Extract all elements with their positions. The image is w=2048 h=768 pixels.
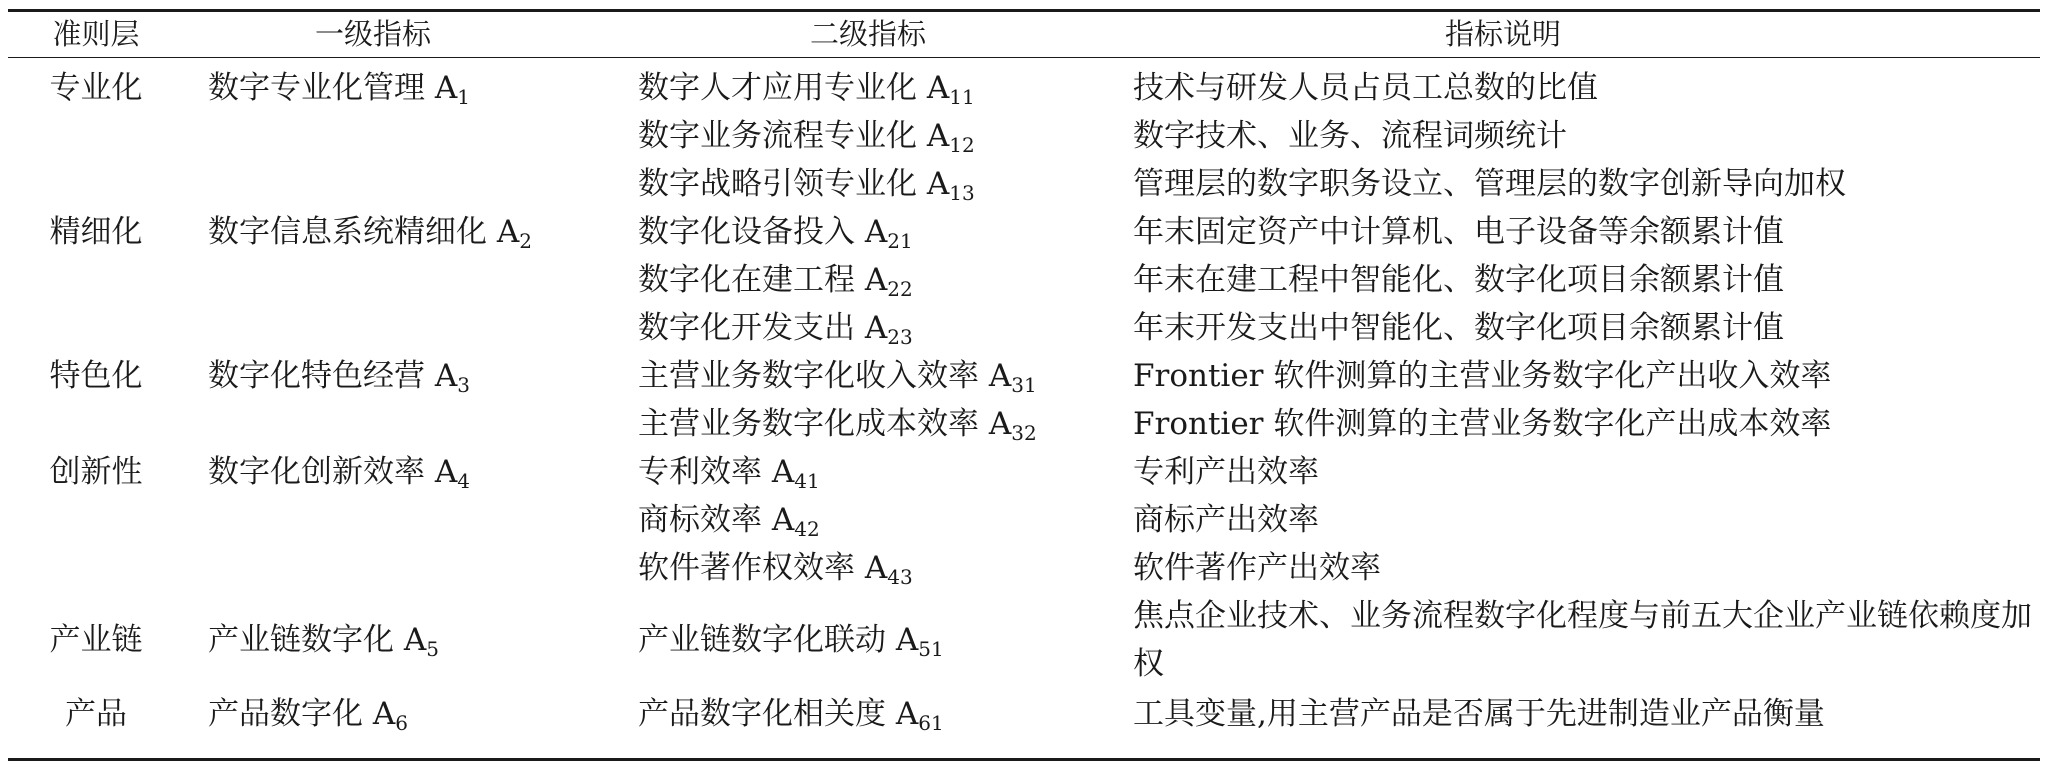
description-cell: 管理层的数字职务设立、管理层的数字创新导向加权 (1133, 166, 1846, 202)
header-description: 指标说明 (1444, 17, 1561, 51)
level1-cell: 数字化特色经营 $A_3$ (208, 358, 470, 397)
description-cell: 年末固定资产中计算机、电子设备等余额累计值 (1133, 214, 1784, 250)
table-header (8, 12, 2040, 58)
level2-cell: 商标效率 $A_{42}$ (638, 502, 820, 541)
level2-cell: 数字化开发支出 $A_{23}$ (638, 310, 913, 349)
level2-cell: 主营业务数字化收入效率 $A_{31}$ (638, 358, 1037, 397)
level1-cell: 产品数字化 $A_6$ (208, 696, 408, 735)
level2-cell: 软件著作权效率 $A_{43}$ (638, 550, 913, 589)
description-cell: 商标产出效率 (1133, 502, 1319, 538)
level2-cell: 数字人才应用专业化 $A_{11}$ (638, 70, 975, 109)
level2-cell: 数字业务流程专业化 $A_{12}$ (638, 118, 975, 157)
description-cell: Frontier 软件测算的主营业务数字化产出收入效率 (1133, 358, 1832, 394)
level1-cell: 产业链数字化 $A_5$ (208, 622, 439, 661)
level2-cell: 数字化在建工程 $A_{22}$ (638, 262, 913, 301)
description-cell: Frontier 软件测算的主营业务数字化产出成本效率 (1133, 406, 1832, 442)
criterion-cell: 专业化 (49, 70, 143, 106)
level1-cell: 数字化创新效率 $A_4$ (208, 454, 470, 493)
description-cell: 软件著作产出效率 (1133, 550, 1381, 586)
criterion-cell: 精细化 (49, 214, 143, 250)
description-cell: 数字技术、业务、流程词频统计 (1133, 118, 1567, 154)
level2-cell: 主营业务数字化成本效率 $A_{32}$ (638, 406, 1037, 445)
description-cell: 年末在建工程中智能化、数字化项目余额累计值 (1133, 262, 1784, 298)
criterion-cell: 特色化 (49, 358, 143, 394)
level2-cell: 产品数字化相关度 $A_{61}$ (638, 696, 944, 735)
description-cell: 工具变量,用主营产品是否属于先进制造业产品衡量 (1133, 696, 1825, 732)
description-cell: 专利产出效率 (1133, 454, 1319, 490)
indicator-table (8, 9, 2040, 761)
description-cell: 年末开发支出中智能化、数字化项目余额累计值 (1133, 310, 1784, 346)
description-cell: 焦点企业技术、业务流程数字化程度与前五大企业产业链依赖度加权 (1133, 598, 2032, 682)
level2-cell: 产业链数字化联动 $A_{51}$ (638, 622, 944, 661)
level2-cell: 数字化设备投入 $A_{21}$ (638, 214, 913, 253)
header-level2: 二级指标 (809, 17, 926, 51)
level1-cell: 数字专业化管理 $A_1$ (208, 70, 470, 109)
table-body (8, 58, 2040, 758)
header-criterion: 准则层 (52, 17, 140, 51)
level2-cell: 专利效率 $A_{41}$ (638, 454, 820, 493)
criterion-cell: 产业链 (49, 622, 143, 658)
description-cell: 技术与研发人员占员工总数的比值 (1133, 70, 1598, 106)
level2-cell: 数字战略引领专业化 $A_{13}$ (638, 166, 975, 205)
header-level1: 一级指标 (314, 17, 431, 51)
criterion-cell: 产品 (65, 696, 127, 732)
level1-cell: 数字信息系统精细化 $A_2$ (208, 214, 532, 253)
criterion-cell: 创新性 (49, 454, 143, 490)
